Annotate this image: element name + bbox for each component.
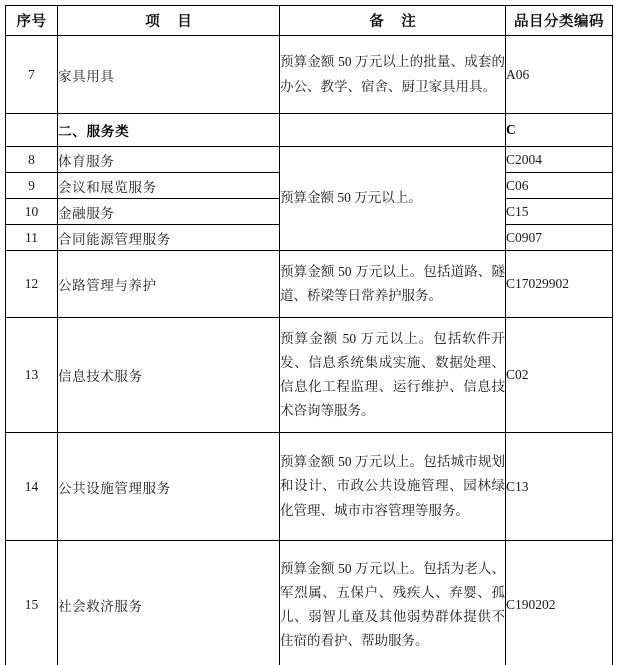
cell-note-text: 预算金额 50 万元以上。包括软件开发、信息系统集成实施、数据处理、信息化工程监理、运行维护、信息技术咨询等服务。: [280, 330, 505, 419]
cell-item: 家具用具: [58, 36, 280, 114]
column-header-note-label: 备 注: [369, 14, 423, 30]
cell-note: [280, 36, 506, 114]
cell-item: 社会救济服务: [58, 541, 280, 665]
cell-item: 金融服务: [58, 199, 280, 225]
cell-note-text: 预算金额 50 万元以上。包括为老人、军烈属、五保户、残疾人、弃婴、孤儿、弱智儿童及其他弱势群体提供不住宿的看护、帮助服务。: [280, 560, 505, 649]
cell-note-text: 预算金额 50 万元以上的批量、成套的办公、教学、宿舍、厨卫家具用具。: [280, 54, 505, 94]
cell-code: C02: [506, 318, 613, 433]
procurement-catalog-table: [5, 5, 613, 665]
column-header-seq: 序号: [6, 6, 58, 36]
cell-code: C13: [506, 433, 613, 541]
cell-seq: 13: [6, 318, 58, 433]
cell-seq: 9: [6, 173, 58, 199]
cell-category-title: 二、服务类: [58, 114, 280, 147]
cell-code: A06: [506, 36, 613, 114]
column-header-code: 品目分类编码: [506, 6, 613, 36]
table-row: [6, 318, 613, 433]
cell-seq: 15: [6, 541, 58, 665]
cell-note: [280, 433, 506, 541]
cell-seq: 11: [6, 225, 58, 251]
cell-note-text: 预算金额 50 万元以上。包括道路、隧道、桥梁等日常养护服务。: [280, 263, 505, 303]
table-row: [6, 541, 613, 665]
table-row: [6, 147, 613, 173]
table-row: [6, 36, 613, 114]
cell-note: [280, 318, 506, 433]
table-row: [6, 433, 613, 541]
cell-code: C190202: [506, 541, 613, 665]
cell-seq: 8: [6, 147, 58, 173]
cell-note: [280, 541, 506, 665]
cell-item: 公路管理与养护: [58, 251, 280, 318]
column-header-note: [280, 6, 506, 36]
cell-code: C: [506, 114, 613, 147]
cell-note-text: 预算金额 50 万元以上。包括城市规划和设计、市政公共设施管理、园林绿化管理、城市市容管理等服务。: [280, 454, 505, 518]
cell-code: C06: [506, 173, 613, 199]
cell-item: 会议和展览服务: [58, 173, 280, 199]
column-header-item: [58, 6, 280, 36]
cell-seq: 12: [6, 251, 58, 318]
cell-seq: [6, 114, 58, 147]
cell-item: 合同能源管理服务: [58, 225, 280, 251]
cell-seq: 14: [6, 433, 58, 541]
cell-note: [280, 114, 506, 147]
cell-code: C0907: [506, 225, 613, 251]
column-header-item-label: 项 目: [145, 14, 199, 30]
cell-seq: 10: [6, 199, 58, 225]
cell-item: 体育服务: [58, 147, 280, 173]
table-row: [6, 251, 613, 318]
cell-item: 公共设施管理服务: [58, 433, 280, 541]
cell-code: C15: [506, 199, 613, 225]
cell-code: C2004: [506, 147, 613, 173]
table-header-row: [6, 6, 613, 36]
cell-item: 信息技术服务: [58, 318, 280, 433]
cell-code: C17029902: [506, 251, 613, 318]
cell-note-merged: 预算金额 50 万元以上。: [280, 147, 506, 251]
cell-seq: 7: [6, 36, 58, 114]
table-row-category: [6, 114, 613, 147]
cell-note: [280, 251, 506, 318]
